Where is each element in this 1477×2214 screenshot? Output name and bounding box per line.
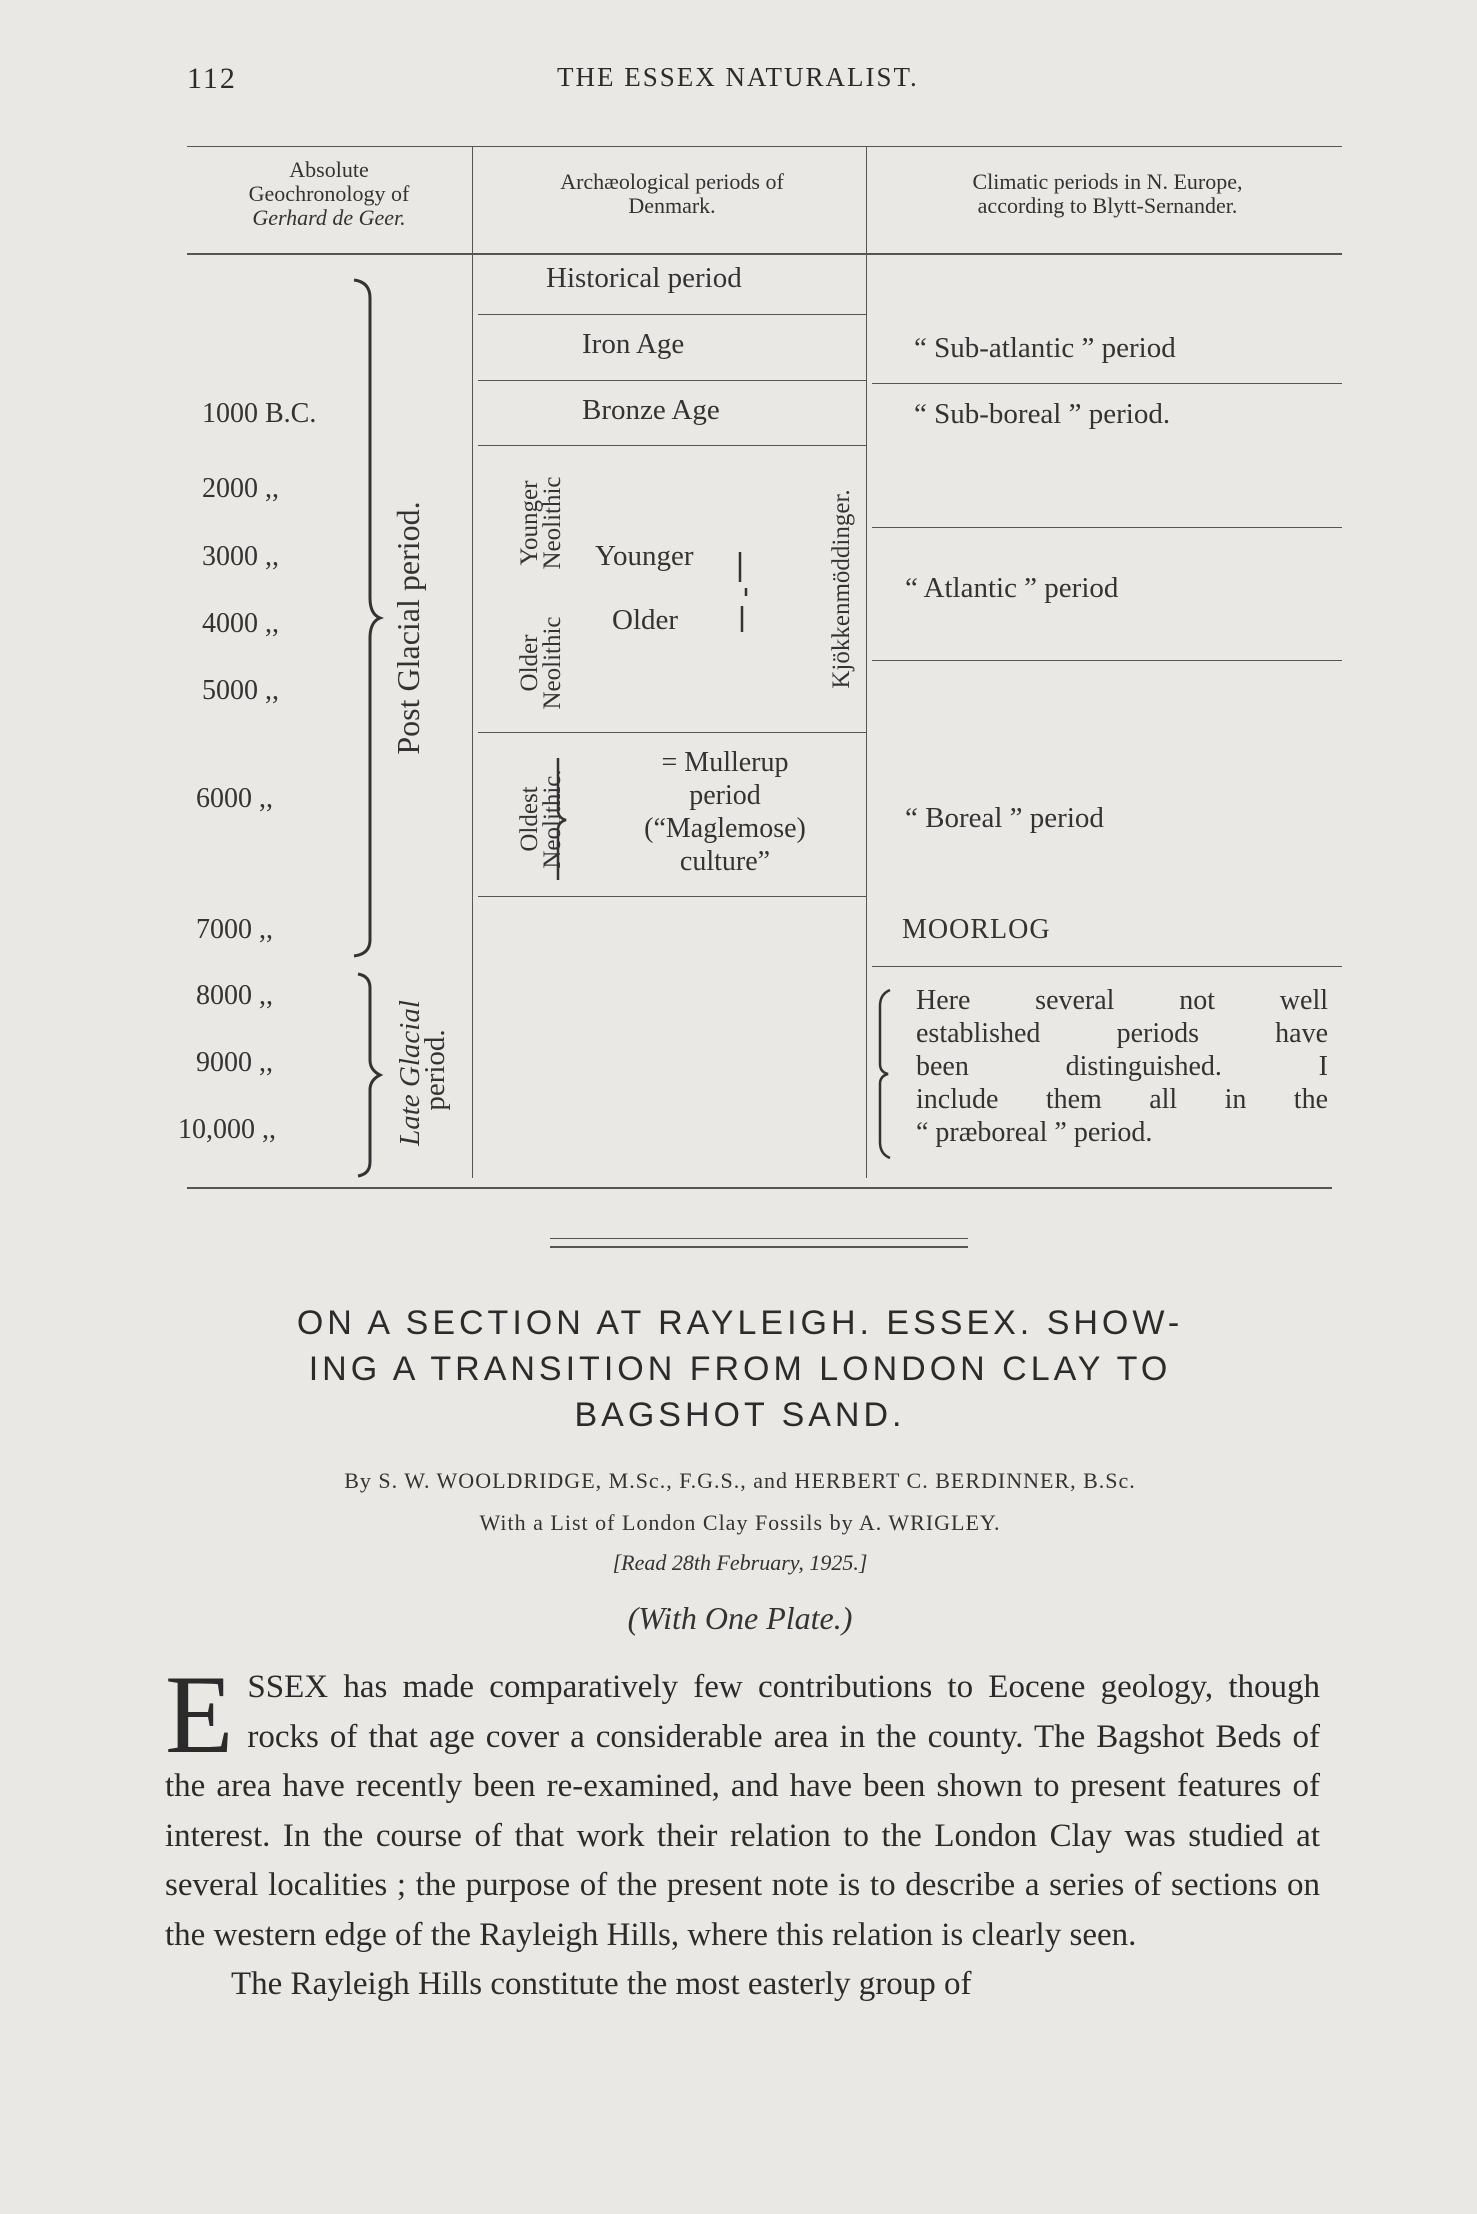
year-4000: 4000 ,, <box>202 608 279 639</box>
post-glacial-label: Post Glacial period. <box>390 501 426 755</box>
col2-rule-a <box>478 314 866 315</box>
preboreal-brace <box>876 988 892 1160</box>
older-neolithic-label-1: Older <box>516 634 543 692</box>
iron-age: Iron Age <box>582 328 685 360</box>
year-2000: 2000 ,, <box>202 473 279 504</box>
historical-period: Historical period <box>546 262 742 294</box>
table-bottom-rule <box>187 1187 1332 1189</box>
separator-rule-1 <box>550 1238 968 1239</box>
col3-rule-b <box>872 527 1342 528</box>
fossils-credit: With a List of London Clay Fossils by A. WRIGLEY. <box>479 1510 1001 1535</box>
col3-rule-d <box>872 966 1342 967</box>
separator-rule-2 <box>550 1246 968 1248</box>
col-rule-2 <box>866 146 867 1178</box>
year-10000: 10,000 ,, <box>178 1114 276 1145</box>
authors-byline: By S. W. WOOLDRIDGE, M.Sc., F.G.S., and HERBERT C. BERDINNER, B.Sc. <box>344 1468 1136 1493</box>
year-8000: 8000 ,, <box>196 980 273 1011</box>
post-glacial-brace <box>352 278 382 958</box>
year-3000: 3000 ,, <box>202 541 279 572</box>
drop-cap: E <box>165 1653 234 1777</box>
col1-header: Absolute Geochronology of Gerhard de Geer. <box>248 157 410 230</box>
younger-older-brace <box>738 548 752 636</box>
mullerup-block: = Mullerup period (“Maglemose) culture” <box>644 747 806 877</box>
sub-atlantic-period: “ Sub-atlantic ” period <box>914 332 1176 364</box>
paragraph-2: The Rayleigh Hills constitute the most easterly group of <box>231 1966 972 2002</box>
page-number: 112 <box>187 62 237 95</box>
table-header-rule <box>187 253 1342 255</box>
year-9000: 9000 ,, <box>196 1047 273 1078</box>
late-glacial-label-2: period. <box>419 1029 451 1111</box>
atlantic-period: “ Atlantic ” period <box>905 572 1119 604</box>
col2-rule-d <box>478 732 866 733</box>
col2-rule-e <box>478 896 866 897</box>
sub-boreal-period: “ Sub-boreal ” period. <box>914 398 1171 430</box>
paragraph-1: ESSEX has made comparatively few contributions to Eocene geology, though rocks of that age cover a considerable area in the county. The Bagshot Beds of the area have recently been re-examined, and have been shown to present features of interest. In the course of that work their relation to the London Clay was studied at several localities ; the purpose of the present note is to describe a series of sections on the western edge of the Rayleigh Hills, where this relation is clearly seen. <box>165 1653 1320 1953</box>
year-6000: 6000 ,, <box>196 783 273 814</box>
table-top-rule <box>187 146 1342 147</box>
moorlog-label: MOORLOG <box>902 914 1051 945</box>
preboreal-note: Here several not well established periods have been distinguished. I include them all in the “ præboreal ” period. <box>916 985 1328 1148</box>
older-neolithic-label-2: Neolithic <box>539 616 566 710</box>
younger-phase: Younger <box>595 540 694 572</box>
col2-rule-c <box>478 445 866 446</box>
plate-note: (With One Plate.) <box>627 1600 853 1636</box>
older-phase: Older <box>612 604 679 636</box>
col2-rule-b <box>478 380 866 381</box>
younger-neolithic-label-2: Neolithic <box>539 476 566 570</box>
year-1000: 1000 B.C. <box>202 398 317 429</box>
col3-rule-c <box>872 660 1342 661</box>
late-glacial-brace <box>356 972 382 1178</box>
article-title: ON A SECTION AT RAYLEIGH. ESSEX. SHOW- ING A TRANSITION FROM LONDON CLAY TO BAGSHOT SAND. <box>296 1304 1184 1434</box>
col3-header: Climatic periods in N. Europe, according to Blytt-Sernander. <box>972 169 1243 218</box>
younger-neolithic-label-1: Younger <box>516 480 543 566</box>
boreal-period: “ Boreal ” period <box>905 802 1104 834</box>
kjokkenmoddinger-label: Kjökkenmöddinger. <box>828 489 855 689</box>
journal-title: THE ESSEX NATURALIST. <box>557 62 919 92</box>
mullerup-brace <box>556 756 570 882</box>
article-body <box>165 1653 1320 2010</box>
year-5000: 5000 ,, <box>202 675 279 706</box>
col3-rule-a <box>872 383 1342 384</box>
read-date-note: [Read 28th February, 1925.] <box>612 1550 868 1575</box>
late-glacial-label-1: Late Glacial <box>394 1000 426 1146</box>
col-rule-1 <box>472 146 473 1178</box>
oldest-neolithic-label-1: Oldest <box>516 786 543 852</box>
oldest-neolithic-label-2: Neolithic. <box>539 769 566 869</box>
bronze-age: Bronze Age <box>582 394 720 426</box>
running-head <box>187 62 1335 102</box>
year-7000: 7000 ,, <box>196 914 273 945</box>
col2-header: Archæological periods of Denmark. <box>560 169 784 218</box>
